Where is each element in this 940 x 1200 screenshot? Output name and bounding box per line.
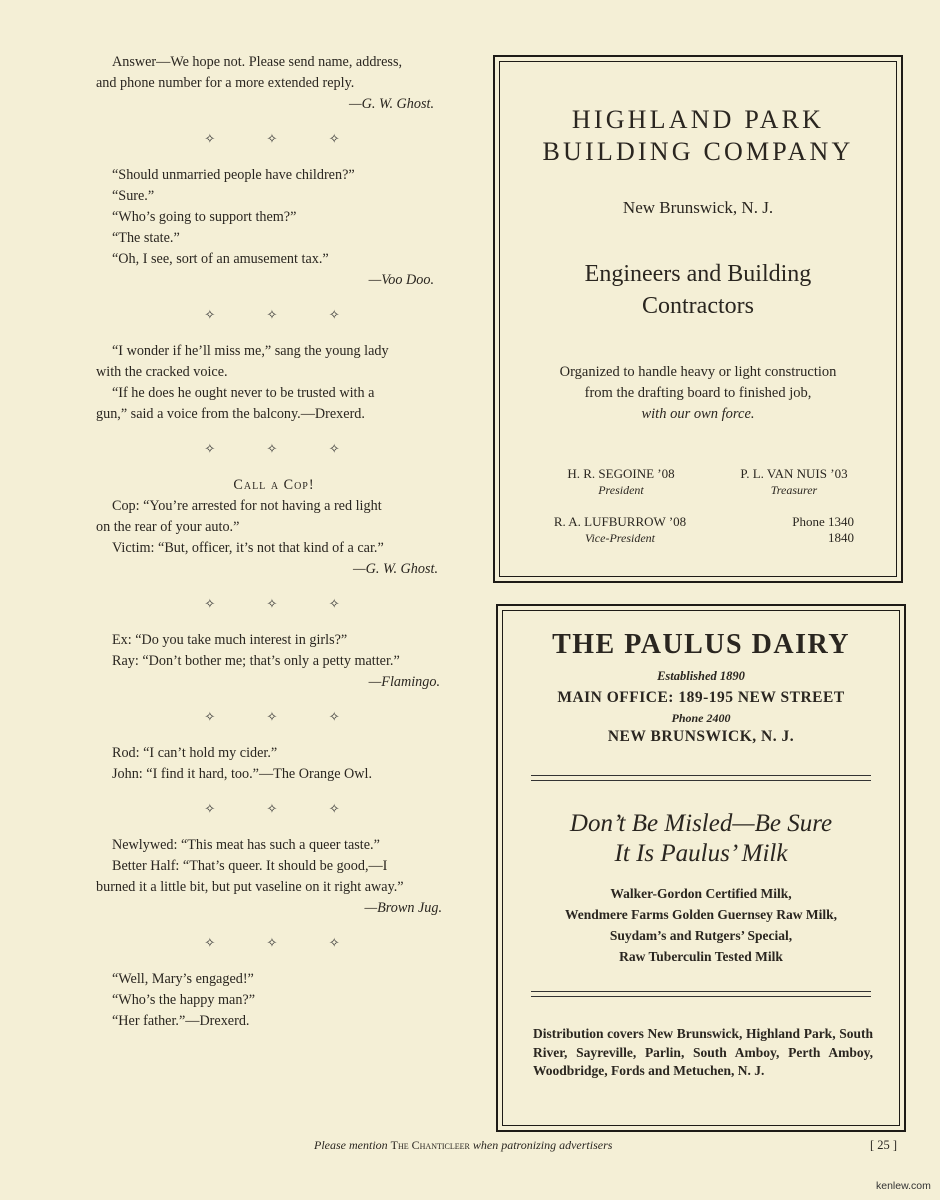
officer-name: R. A. LUFBURROW ’08: [553, 514, 687, 529]
joke-line: Newlywed: “This meat has such a queer taste.”: [112, 837, 380, 853]
joke-source: —Flamingo.: [368, 674, 440, 690]
joke-line: Rod: “I can’t hold my cider.”: [112, 745, 278, 761]
joke-line: “I wonder if he’ll miss me,” sang the young lady: [112, 343, 389, 359]
joke-line: “The state.”: [112, 230, 180, 246]
officer-role: Vice-President: [585, 531, 655, 545]
headline-line: Engineers and Building: [584, 261, 812, 287]
joke-line: “Her father.”—Drexerd.: [112, 1013, 250, 1029]
ad-headline: [500, 258, 896, 322]
joke-5: [96, 630, 452, 693]
company-name-line: HIGHLAND PARK: [571, 105, 825, 134]
headline-line: Contractors: [642, 293, 754, 319]
dairy-name: THE PAULUS DAIRY: [552, 629, 850, 660]
separator-stars: ✧ ✧ ✧: [204, 801, 364, 816]
jokes-column: [96, 52, 452, 1032]
joke-line: “Well, Mary’s engaged!”: [112, 971, 254, 987]
separator-stars: ✧ ✧ ✧: [204, 307, 364, 322]
slogan-line: Don’t Be Misled—Be Sure: [569, 810, 833, 837]
joke-source: —G. W. Ghost.: [352, 561, 438, 577]
divider-rule: [531, 991, 871, 997]
separator-stars: ✧ ✧ ✧: [204, 441, 364, 456]
separator-stars: ✧ ✧ ✧: [204, 596, 364, 611]
paulus-dairy-ad: [496, 604, 906, 1132]
dairy-slogan: [503, 809, 899, 869]
joke-line: and phone number for a more extended reply.: [96, 75, 355, 91]
product-item: Suydam’s and Rutgers’ Special,: [609, 928, 793, 943]
phone-line: Phone 1340: [792, 514, 854, 529]
paulus-dairy-ad-frame: [502, 610, 900, 1126]
joke-line: “Sure.”: [112, 188, 155, 204]
joke-line: Ray: “Don’t bother me; that’s only a petty matter.”: [112, 653, 400, 669]
slogan-line: It Is Paulus’ Milk: [614, 840, 788, 867]
joke-line: “Oh, I see, sort of an amusement tax.”: [112, 251, 329, 267]
joke-line: “Who’s the happy man?”: [112, 992, 256, 1008]
joke-source: —Voo Doo.: [368, 272, 434, 288]
separator-stars: ✧ ✧ ✧: [204, 131, 364, 146]
joke-line: Better Half: “That’s queer. It should be good,—I: [112, 858, 388, 874]
distribution-area: Distribution covers New Brunswick, Highland Park, South River, Sayreville, Parlin, South Amboy, Perth Amboy, Woodbridge, Fords and Metuchen, N. J.: [533, 1026, 873, 1078]
joke-line: with the cracked voice.: [96, 364, 228, 380]
officer-role: President: [598, 483, 644, 497]
separator-stars: ✧ ✧ ✧: [204, 709, 364, 724]
product-item: Walker-Gordon Certified Milk,: [610, 886, 792, 901]
joke-8: [96, 969, 452, 1032]
joke-line: burned it a little bit, but put vaseline on it right away.”: [96, 879, 404, 895]
magazine-name: The Chanticleer: [390, 1138, 470, 1152]
joke-title: Call a Cop!: [233, 477, 315, 493]
product-item: Wendmere Farms Golden Guernsey Raw Milk,: [565, 907, 837, 922]
officer-name: P. L. VAN NUIS ’03: [740, 466, 848, 481]
joke-7: [96, 835, 452, 919]
joke-6: [96, 743, 452, 785]
product-item: Raw Tuberculin Tested Milk: [619, 949, 783, 964]
phone-numbers: [734, 514, 854, 546]
joke-2: [96, 165, 452, 291]
joke-line: Answer—We hope not. Please send name, address,: [112, 54, 403, 70]
main-office-address: MAIN OFFICE: 189-195 NEW STREET: [557, 689, 845, 706]
joke-line: Victim: “But, officer, it’s not that kind of a car.”: [112, 540, 384, 556]
site-credit: kenlew.com: [876, 1180, 931, 1192]
dairy-city: NEW BRUNSWICK, N. J.: [607, 728, 795, 745]
officer-treasurer: [714, 466, 874, 498]
organization-statement: [500, 362, 896, 425]
officer-name: H. R. SEGOINE ’08: [567, 466, 675, 481]
footer-text: Please mention: [314, 1138, 388, 1152]
joke-line: Cop: “You’re arrested for not having a red light: [112, 498, 382, 514]
joke-source: —Brown Jug.: [364, 900, 442, 916]
separator-stars: ✧ ✧ ✧: [204, 935, 364, 950]
company-location: New Brunswick, N. J.: [622, 198, 774, 217]
joke-line: on the rear of your auto.”: [96, 519, 240, 535]
joke-line: John: “I find it hard, too.”—The Orange Owl.: [112, 766, 373, 782]
joke-line: Ex: “Do you take much interest in girls?”: [112, 632, 348, 648]
company-name: [500, 104, 896, 168]
officer-vice-president: [530, 514, 710, 546]
joke-line: “Should unmarried people have children?”: [112, 167, 355, 183]
joke-line: “Who’s going to support them?”: [112, 209, 297, 225]
joke-4: [96, 475, 452, 580]
joke-1: [96, 52, 452, 115]
statement-line: with our own force.: [641, 406, 755, 422]
joke-3: [96, 341, 452, 425]
highland-park-ad: [493, 55, 903, 583]
phone-line: 1840: [828, 530, 854, 545]
dairy-phone: Phone 2400: [671, 711, 731, 725]
footer-text: when patronizing advertisers: [472, 1138, 613, 1152]
joke-source: —G. W. Ghost.: [348, 96, 434, 112]
statement-line: from the drafting board to finished job,: [584, 385, 812, 401]
product-list: [503, 883, 899, 967]
company-name-line: BUILDING COMPANY: [542, 137, 854, 166]
officer-president: [546, 466, 696, 498]
officer-role: Treasurer: [770, 483, 818, 497]
joke-line: “If he does he ought never to be trusted with a: [112, 385, 375, 401]
highland-park-ad-frame: [499, 61, 897, 577]
joke-line: gun,” said a voice from the balcony.—Drexerd.: [96, 406, 365, 422]
established-year: Established 1890: [657, 669, 745, 683]
statement-line: Organized to handle heavy or light construction: [559, 364, 837, 380]
divider-rule: [531, 775, 871, 781]
page-number: [ 25 ]: [870, 1138, 898, 1152]
footer-note: [314, 1138, 612, 1153]
